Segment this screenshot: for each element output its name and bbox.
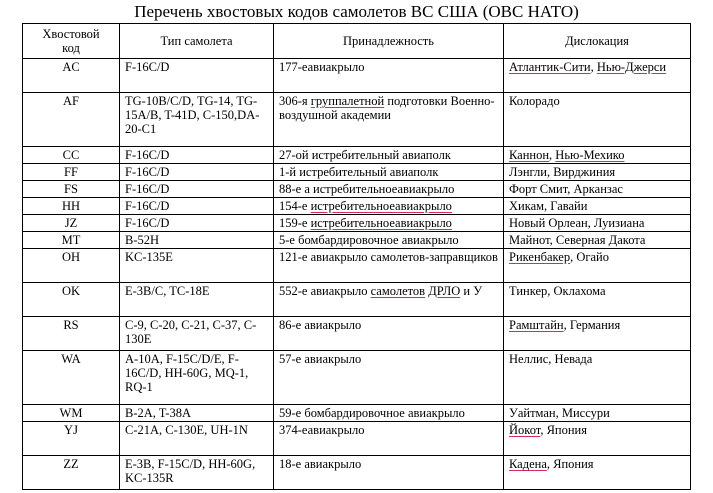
location-cell: Колорадо (504, 93, 691, 147)
affiliation-cell: 5-е бомбардировочное авиакрыло (274, 232, 504, 249)
spellcheck-underline: группалетной (310, 94, 385, 108)
table-row (23, 215, 691, 232)
affiliation-cell: 159-е истребительноеавиакрыло (274, 215, 504, 232)
affiliation-cell: 59-е бомбардировочное авиакрыло (274, 405, 504, 422)
aircraft-type-cell: TG-10B/C/D, TG-14, TG-15A/B, T-41D, C-150,DA-20-C1 (120, 93, 274, 147)
table-row (23, 351, 691, 405)
affiliation-cell: 306-я группалетной подготовки Военно-воздушной академии (274, 93, 504, 147)
table-row (23, 93, 691, 147)
spellcheck-underline: Нью-Мехико (555, 148, 625, 162)
location-cell: Каннон, Нью-Мехико (504, 147, 691, 164)
aircraft-type-cell: F-16C/D (120, 147, 274, 164)
spellcheck-underline: Нью-Джерси (596, 60, 667, 74)
spellcheck-underline: Атлантик-Сити (509, 60, 591, 74)
page-title: Перечень хвостовых кодов самолетов ВС США (ОВС НАТО) (134, 2, 579, 21)
code-cell: FF (23, 164, 120, 181)
aircraft-type-cell: E-3B/C, TC-18E (120, 283, 274, 317)
affiliation-cell: 177-еавиакрыло (274, 59, 504, 93)
spellcheck-underline: ДРЛО (428, 284, 461, 298)
header-code: Хвостовой код (23, 24, 120, 59)
table-row (23, 147, 691, 164)
affiliation-cell: 121-е авиакрыло самолетов-заправщиков (274, 249, 504, 283)
aircraft-type-cell: C-9, C-20, C-21, C-37, C-130E (120, 317, 274, 351)
table-row (23, 405, 691, 422)
code-cell: ZZ (23, 456, 120, 490)
spellcheck-underline: Каннон (509, 148, 550, 162)
spellcheck-underline: самолетов (370, 284, 426, 298)
location-cell: Неллис, Невада (504, 351, 691, 405)
location-cell: Уайтман, Миссури (504, 405, 691, 422)
code-cell: RS (23, 317, 120, 351)
location-cell: Рамштайн, Германия (504, 317, 691, 351)
header-affiliation: Принадлежность (274, 24, 504, 59)
header-location: Дислокация (504, 24, 691, 59)
code-cell: JZ (23, 215, 120, 232)
spellcheck-underline: Рамштайн (509, 318, 564, 332)
code-cell: WM (23, 405, 120, 422)
location-cell: Рикенбакер, Огайо (504, 249, 691, 283)
spellcheck-underline: истребительноеавиакрыло (310, 199, 452, 213)
table-row (23, 164, 691, 181)
location-cell: Майнот, Северная Дакота (504, 232, 691, 249)
spellcheck-underline: истребительноеавиакрыло (310, 216, 452, 230)
affiliation-cell: 1-й истребительный авиаполк (274, 164, 504, 181)
affiliation-cell: 27-ой истребительный авиаполк (274, 147, 504, 164)
aircraft-type-cell: A-10A, F-15C/D/E, F-16C/D, HH-60G, MQ-1, RQ-1 (120, 351, 274, 405)
location-cell: Тинкер, Оклахома (504, 283, 691, 317)
affiliation-cell: 88-е а истребительноеавиакрыло (274, 181, 504, 198)
tail-codes-table (22, 23, 691, 490)
table-row (23, 317, 691, 351)
aircraft-type-cell: F-16C/D (120, 215, 274, 232)
affiliation-cell: 86-е авиакрыло (274, 317, 504, 351)
spellcheck-underline: Рикенбакер (509, 250, 571, 264)
aircraft-type-cell: B-52H (120, 232, 274, 249)
table-row (23, 456, 691, 490)
affiliation-cell: 57-е авиакрыло (274, 351, 504, 405)
location-cell: Новый Орлеан, Луизиана (504, 215, 691, 232)
table-header-row (23, 24, 691, 59)
location-cell: Кадена, Япония (504, 456, 691, 490)
aircraft-type-cell: C-21A, C-130E, UH-1N (120, 422, 274, 456)
table-row (23, 181, 691, 198)
spellcheck-underline: Йокот (509, 423, 541, 437)
affiliation-cell: 374-еавиакрыло (274, 422, 504, 456)
location-cell: Атлантик-Сити, Нью-Джерси (504, 59, 691, 93)
aircraft-type-cell: KC-135E (120, 249, 274, 283)
table-row (23, 198, 691, 215)
code-cell: OK (23, 283, 120, 317)
location-cell: Лэнгли, Вирджиния (504, 164, 691, 181)
table-row (23, 232, 691, 249)
code-cell: MT (23, 232, 120, 249)
aircraft-type-cell: F-16C/D (120, 164, 274, 181)
code-cell: YJ (23, 422, 120, 456)
spellcheck-underline: Кадена (509, 457, 547, 471)
location-cell: Хикам, Гавайи (504, 198, 691, 215)
code-cell: FS (23, 181, 120, 198)
code-cell: AC (23, 59, 120, 93)
aircraft-type-cell: B-2A, T-38A (120, 405, 274, 422)
table-row (23, 59, 691, 93)
table-row (23, 249, 691, 283)
code-cell: WA (23, 351, 120, 405)
aircraft-type-cell: E-3B, F-15C/D, HH-60G, KC-135R (120, 456, 274, 490)
location-cell: Форт Смит, Арканзас (504, 181, 691, 198)
code-cell: HH (23, 198, 120, 215)
code-cell: AF (23, 93, 120, 147)
code-cell: CC (23, 147, 120, 164)
header-type: Тип самолета (120, 24, 274, 59)
aircraft-type-cell: F-16C/D (120, 181, 274, 198)
affiliation-cell: 552-е авиакрыло самолетов ДРЛО и У (274, 283, 504, 317)
location-cell: Йокот, Япония (504, 422, 691, 456)
affiliation-cell: 18-е авиакрыло (274, 456, 504, 490)
code-cell: OH (23, 249, 120, 283)
table-row (23, 283, 691, 317)
table-row (23, 422, 691, 456)
aircraft-type-cell: F-16C/D (120, 198, 274, 215)
aircraft-type-cell: F-16C/D (120, 59, 274, 93)
affiliation-cell: 154-е истребительноеавиакрыло (274, 198, 504, 215)
